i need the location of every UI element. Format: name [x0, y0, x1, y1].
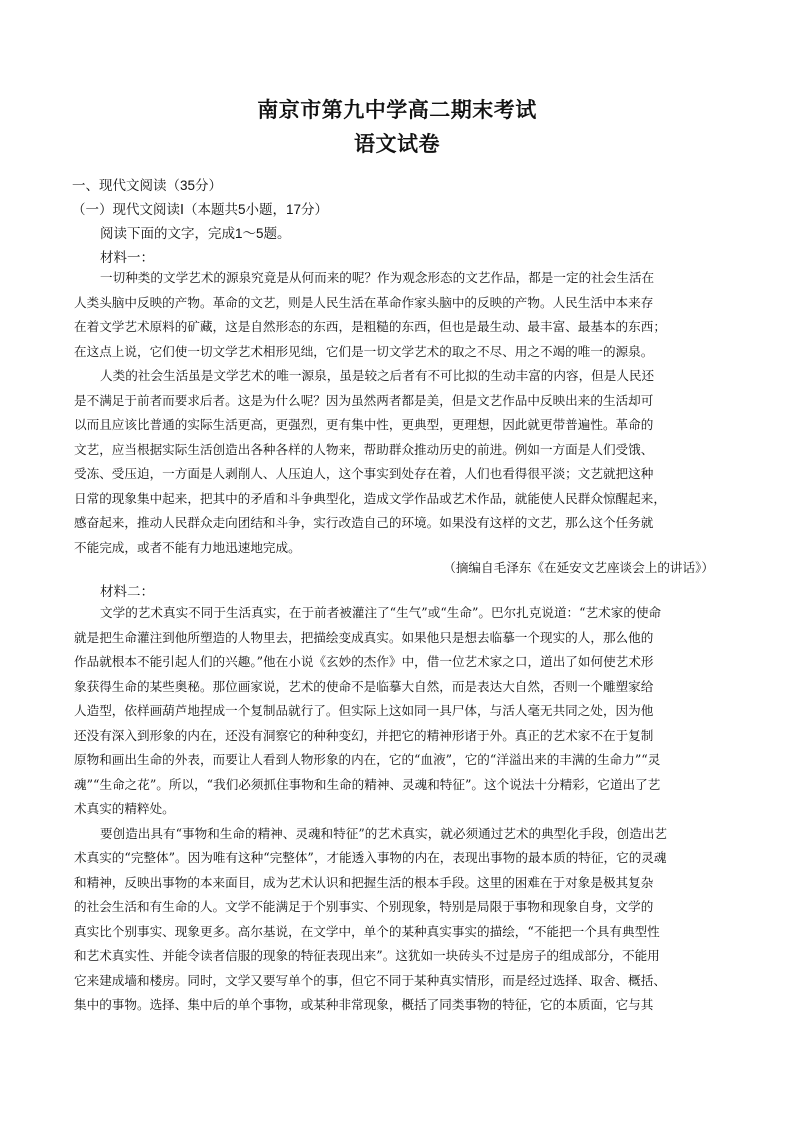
text-line: 作品就根本不能引起人们的兴趣。”他在小说《玄妙的杰作》中，借一位艺术家之口，道出了如何使艺术形: [74, 654, 654, 669]
text-line: 和精神，反映出事物的本来面目，成为艺术认识和把握生活的根本手段。这里的困难在于对象是极其复杂: [74, 874, 654, 890]
text-line: 要创造出具有“事物和生命的精神、灵魂和特征”的艺术真实，就必须通过艺术的典型化手段，创造出艺: [100, 825, 668, 841]
text-line: 文艺，应当根据实际生活创造出各种各样的人物来，帮助群众推动历史的前进。例如一方面是人们受饿、: [74, 441, 654, 457]
text-line: 在这点上说，它们使一切文学艺术相形见绌，它们是一切文学艺术的取之不尽、用之不竭的唯一的源泉。: [74, 343, 654, 359]
text-line: 受冻、受压迫，一方面是人剥削人、人压迫人，这个事实到处存在着，人们也看得很平淡；文艺就把这种: [74, 466, 654, 481]
text-line: 感奋起来，推动人民群众走向团结和斗争，实行改造自己的环境。如果没有这样的文艺，那么这个任务就: [74, 515, 654, 530]
text-line: 人类的社会生活虽是文学艺术的唯一源泉，虽是较之后者有不可比拟的生动丰富的内容，但是人民还: [100, 368, 655, 383]
material-two-label: 材料二：: [100, 584, 154, 599]
text-line: 日常的现象集中起来，把其中的矛盾和斗争典型化，造成文学作品或艺术作品，就能使人民群众惊醒起来，: [74, 490, 666, 506]
text-line: 术真实的“完整体”。因为唯有这种“完整体”，才能透入事物的内在，表现出事物的最本质的特征，它的灵魂: [74, 850, 667, 865]
text-line: 就是把生命灌注到他所塑造的人物里去，把描绘变成真实。如果他只是想去临摹一个现实的人，那么他的: [74, 629, 654, 645]
material-one-label: 材料一：: [100, 250, 154, 265]
text-line: 术真实的精粹处。: [74, 801, 175, 816]
text-line: 集中的事物。选择、集中后的单个事物，或某种非常现象，概括了同类事物的特征，它的本质面，它与其: [74, 997, 654, 1012]
text-line: 魂”“生命之花”。所以，“我们必须抓住事物和生命的精神、灵魂和特征”。这个说法十分精彩，它道出了艺: [74, 776, 661, 792]
text-line: 文学的艺术真实不同于生活真实，在于前者被灌注了“生气”或“生命”。巴尔扎克说道：“艺术家的使命: [100, 605, 662, 620]
exam-title: 南京市第九中学高二期末考试: [257, 97, 537, 122]
text-line: 在着文学艺术原料的矿藏，这是自然形态的东西，是粗糙的东西，但也是最生动、最丰富、最基本的东西；: [74, 319, 666, 334]
text-line: 和艺术真实性、并能令读者信服的现象的特征表现出来”。这犹如一块砖头不过是房子的组成部分，不能用: [74, 948, 660, 963]
text-line: 它来建成墙和楼房。同时，文学又要写单个的事，但它不同于某种真实情形，而是经过选择、取舍、概括、: [74, 972, 666, 988]
text-line: 真实比个别事实、现象更多。高尔基说，在文学中，单个的某种真实事实的描绘，“不能把一个具有典型性: [74, 923, 660, 939]
reading-instruction: 阅读下面的文字，完成1～5题。: [100, 226, 291, 241]
text-line: 的社会生活和有生命的人。文学不能满足于个别事实、个别现象，特别是局限于事物和现象自身，文学的: [74, 899, 654, 914]
material-one-source: （摘编自毛泽东《在延安文艺座谈会上的讲话》）: [443, 560, 714, 575]
text-line: 原物和画出生命的外表，而要让人看到人物形象的内在，它的“血液”，它的“洋溢出来的丰满的生命力”“灵: [74, 752, 661, 767]
text-line: 以而且应该比普通的实际生活更高，更强烈，更有集中性，更典型，更理想，因此就更带普遍性。革命的: [74, 417, 654, 432]
exam-subtitle: 语文试卷: [354, 131, 440, 156]
text-line: 一切种类的文学艺术的源泉究竟是从何而来的呢？作为观念形态的文艺作品，都是一定的社会生活在: [100, 270, 655, 285]
text-line: 人类头脑中反映的产物。革命的文艺，则是人民生活在革命作家头脑中的反映的产物。人民生活中本来存: [74, 294, 654, 310]
subsection-heading: （一）现代文阅读Ⅰ（本题共5小题，17分）: [72, 202, 329, 217]
text-line: 还没有深入到形象的内在，还没有洞察它的种种变幻，并把它的精神形诸于外。真正的艺术家不在于复制: [74, 727, 654, 743]
text-line: 象获得生命的某些奥秘。那位画家说，艺术的使命不是临摹大自然，而是表达大自然，否则一个雕塑家给: [74, 678, 654, 694]
text-line: 不能完成，或者不能有力地迅速地完成。: [74, 539, 301, 555]
section-heading: 一、现代文阅读（35分）: [72, 178, 223, 193]
text-line: 人造型，依样画葫芦地捏成一个复制品就行了。但实际上这如同一具尸体，与活人毫无共同之处，因为他: [74, 703, 654, 718]
text-line: 是不满足于前者而要求后者。这是为什么呢？因为虽然两者都是美，但是文艺作品中反映出来的生活却可: [74, 392, 654, 408]
